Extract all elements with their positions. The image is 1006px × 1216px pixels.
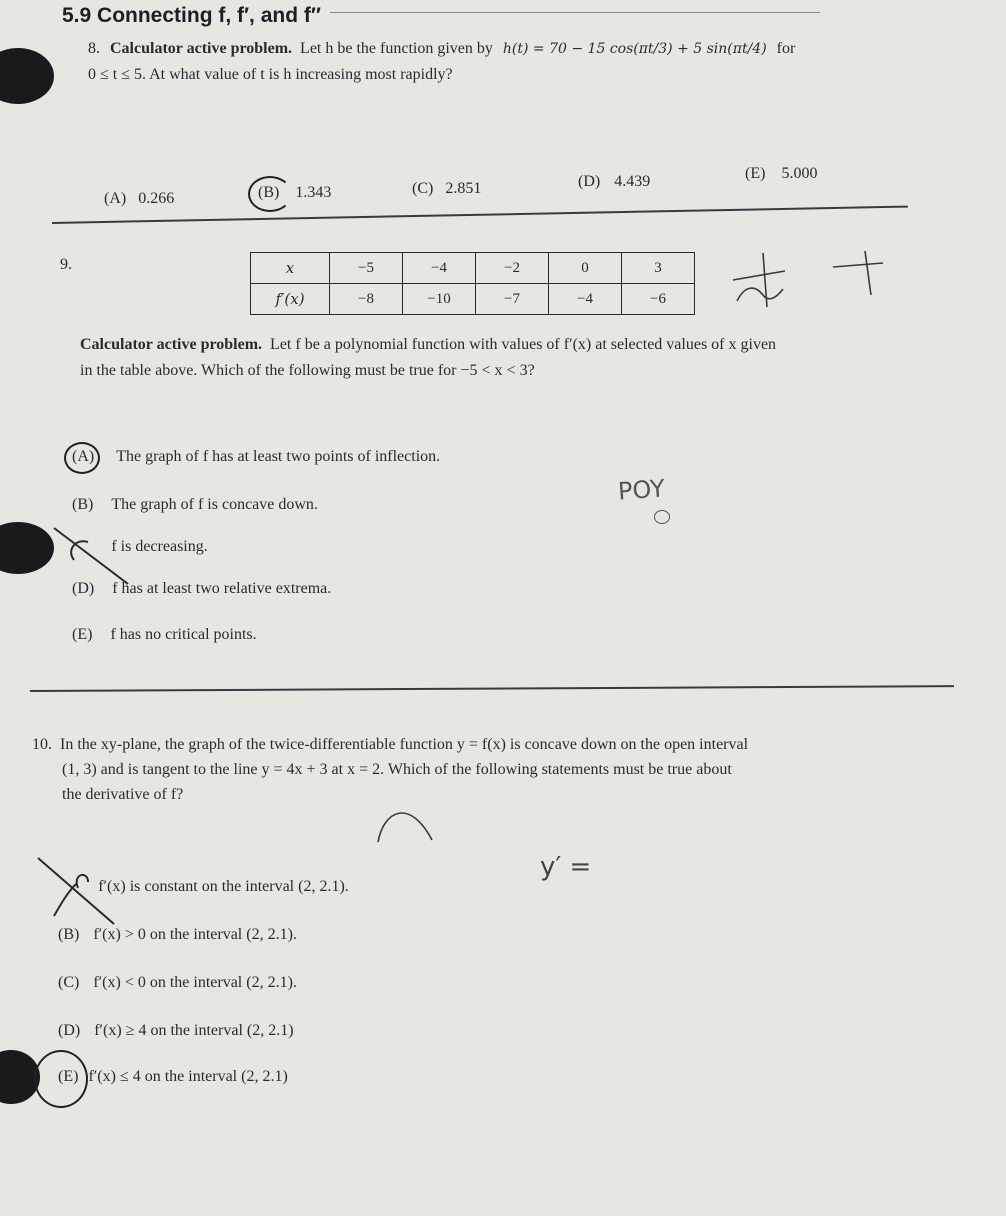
choice-letter: (C): [412, 180, 434, 197]
choice-text: f′(x) < 0 on the interval (2, 2.1).: [93, 974, 297, 991]
choice-letter: (B): [72, 496, 94, 513]
q9-text-line1: Let f be a polynomial function with values of f′(x) at selected values of x given: [270, 336, 777, 353]
q8-text-line1: Let h be the function given by: [300, 40, 493, 57]
q10-line1: [32, 736, 748, 754]
q8-label: Calculator active problem.: [110, 40, 293, 57]
q8-line1: [88, 40, 795, 58]
q9-choice-a: [72, 448, 440, 466]
q10-choice-c: [58, 974, 297, 992]
choice-letter: (B): [258, 184, 280, 201]
choice-text: f′(x) > 0 on the interval (2, 2.1).: [93, 926, 297, 943]
q10-text-line3: the derivative of f?: [62, 786, 184, 803]
q9-choice-d: [72, 580, 331, 598]
table-row-x: [251, 253, 695, 284]
choice-value: 5.000: [781, 165, 818, 182]
q10-choice-e: [58, 1068, 288, 1086]
choice-letter: (E): [72, 626, 93, 643]
choice-letter: (A): [72, 448, 95, 465]
handwritten-note-yprime: y′ =: [540, 852, 592, 882]
table-cell: −5: [330, 253, 403, 284]
table-cell: −8: [330, 284, 403, 315]
choice-letter: (D): [72, 580, 95, 597]
binder-hole-middle: [0, 522, 54, 574]
concave-down-sketch: [370, 800, 440, 850]
fprime-table: [250, 252, 695, 315]
q10-circle-mark-e: [34, 1050, 88, 1108]
choice-letter: (C): [58, 974, 80, 991]
choice-letter: (B): [58, 926, 80, 943]
choice-letter: (D): [58, 1022, 81, 1039]
table-header-x: x: [251, 253, 330, 284]
table-cell: −4: [403, 253, 476, 284]
divider-q8-q9: [52, 206, 908, 224]
choice-text: f′(x) ≤ 4 on the interval (2, 2.1): [88, 1068, 288, 1085]
choice-letter: (D): [578, 173, 601, 190]
title-rule: [330, 12, 820, 13]
section-title: 5.9 Connecting f, f′, and f″: [62, 4, 321, 27]
binder-hole-top: [0, 48, 54, 104]
q9-line1: [80, 336, 776, 354]
table-cell: −6: [622, 284, 695, 315]
q10-number: 10.: [32, 736, 52, 753]
q10-text-line1: In the xy-plane, the graph of the twice-differentiable function y = f(x) is concave down on the open interval: [60, 736, 749, 753]
table-cell: −2: [476, 253, 549, 284]
q9-number: 9.: [60, 256, 72, 273]
handwritten-note-poy: POY: [617, 474, 666, 506]
q10-choice-d: [58, 1022, 294, 1040]
q9-label: Calculator active problem.: [80, 336, 263, 353]
table-row-fprime: [251, 284, 695, 315]
choice-text: f is decreasing.: [111, 538, 208, 555]
choice-text: f′(x) is constant on the interval (2, 2.1).: [98, 878, 349, 895]
q8-text-line2: 0 ≤ t ≤ 5. At what value of t is h increasing most rapidly?: [88, 66, 453, 83]
q8-choice-a: [104, 190, 174, 208]
sketch-graphs: [725, 245, 895, 315]
choice-value: 4.439: [614, 173, 651, 190]
choice-value: 2.851: [445, 180, 482, 197]
choice-value: 0.266: [138, 190, 175, 207]
table-cell: −10: [403, 284, 476, 315]
cross-out-mark-a: [32, 852, 122, 932]
q9-choice-b: [72, 496, 318, 514]
handwritten-circle-note: [654, 510, 670, 524]
q9-text-line2: in the table above. Which of the following must be true for −5 < x < 3?: [80, 362, 535, 379]
q8-circle-mark-b: [248, 176, 292, 212]
q8-for: for: [776, 40, 796, 57]
table-header-fprime: f′(x): [251, 284, 330, 315]
q9-choice-e: [72, 626, 257, 644]
q8-choice-c: [412, 180, 481, 198]
q8-choice-e: [745, 165, 817, 183]
choice-text: f has no critical points.: [110, 626, 257, 643]
choice-letter: (E): [745, 165, 766, 182]
q10-text-line2: (1, 3) and is tangent to the line y = 4x + 3 at x = 2. Which of the following statements must be true about: [62, 761, 732, 778]
choice-text: f has at least two relative extrema.: [112, 580, 332, 597]
choice-letter: (A): [104, 190, 127, 207]
q9-circle-mark-a: [64, 442, 100, 474]
q8-number: 8.: [88, 40, 100, 57]
choice-letter: (E): [58, 1068, 79, 1085]
q8-choice-d: [578, 173, 650, 191]
choice-text: The graph of f is concave down.: [111, 496, 318, 513]
table-cell: 0: [549, 253, 622, 284]
choice-text: The graph of f has at least two points of inflection.: [116, 448, 441, 465]
table-cell: 3: [622, 253, 695, 284]
choice-text: f′(x) ≥ 4 on the interval (2, 2.1): [94, 1022, 294, 1039]
q8-formula: h(t) = 70 − 15 cos(πt/3) + 5 sin(πt/4): [502, 41, 767, 57]
divider-q9-q10: [30, 685, 954, 692]
choice-value: 1.343: [295, 184, 332, 201]
q10-choice-b: [58, 926, 297, 944]
table-cell: −4: [549, 284, 622, 315]
table-cell: −7: [476, 284, 549, 315]
